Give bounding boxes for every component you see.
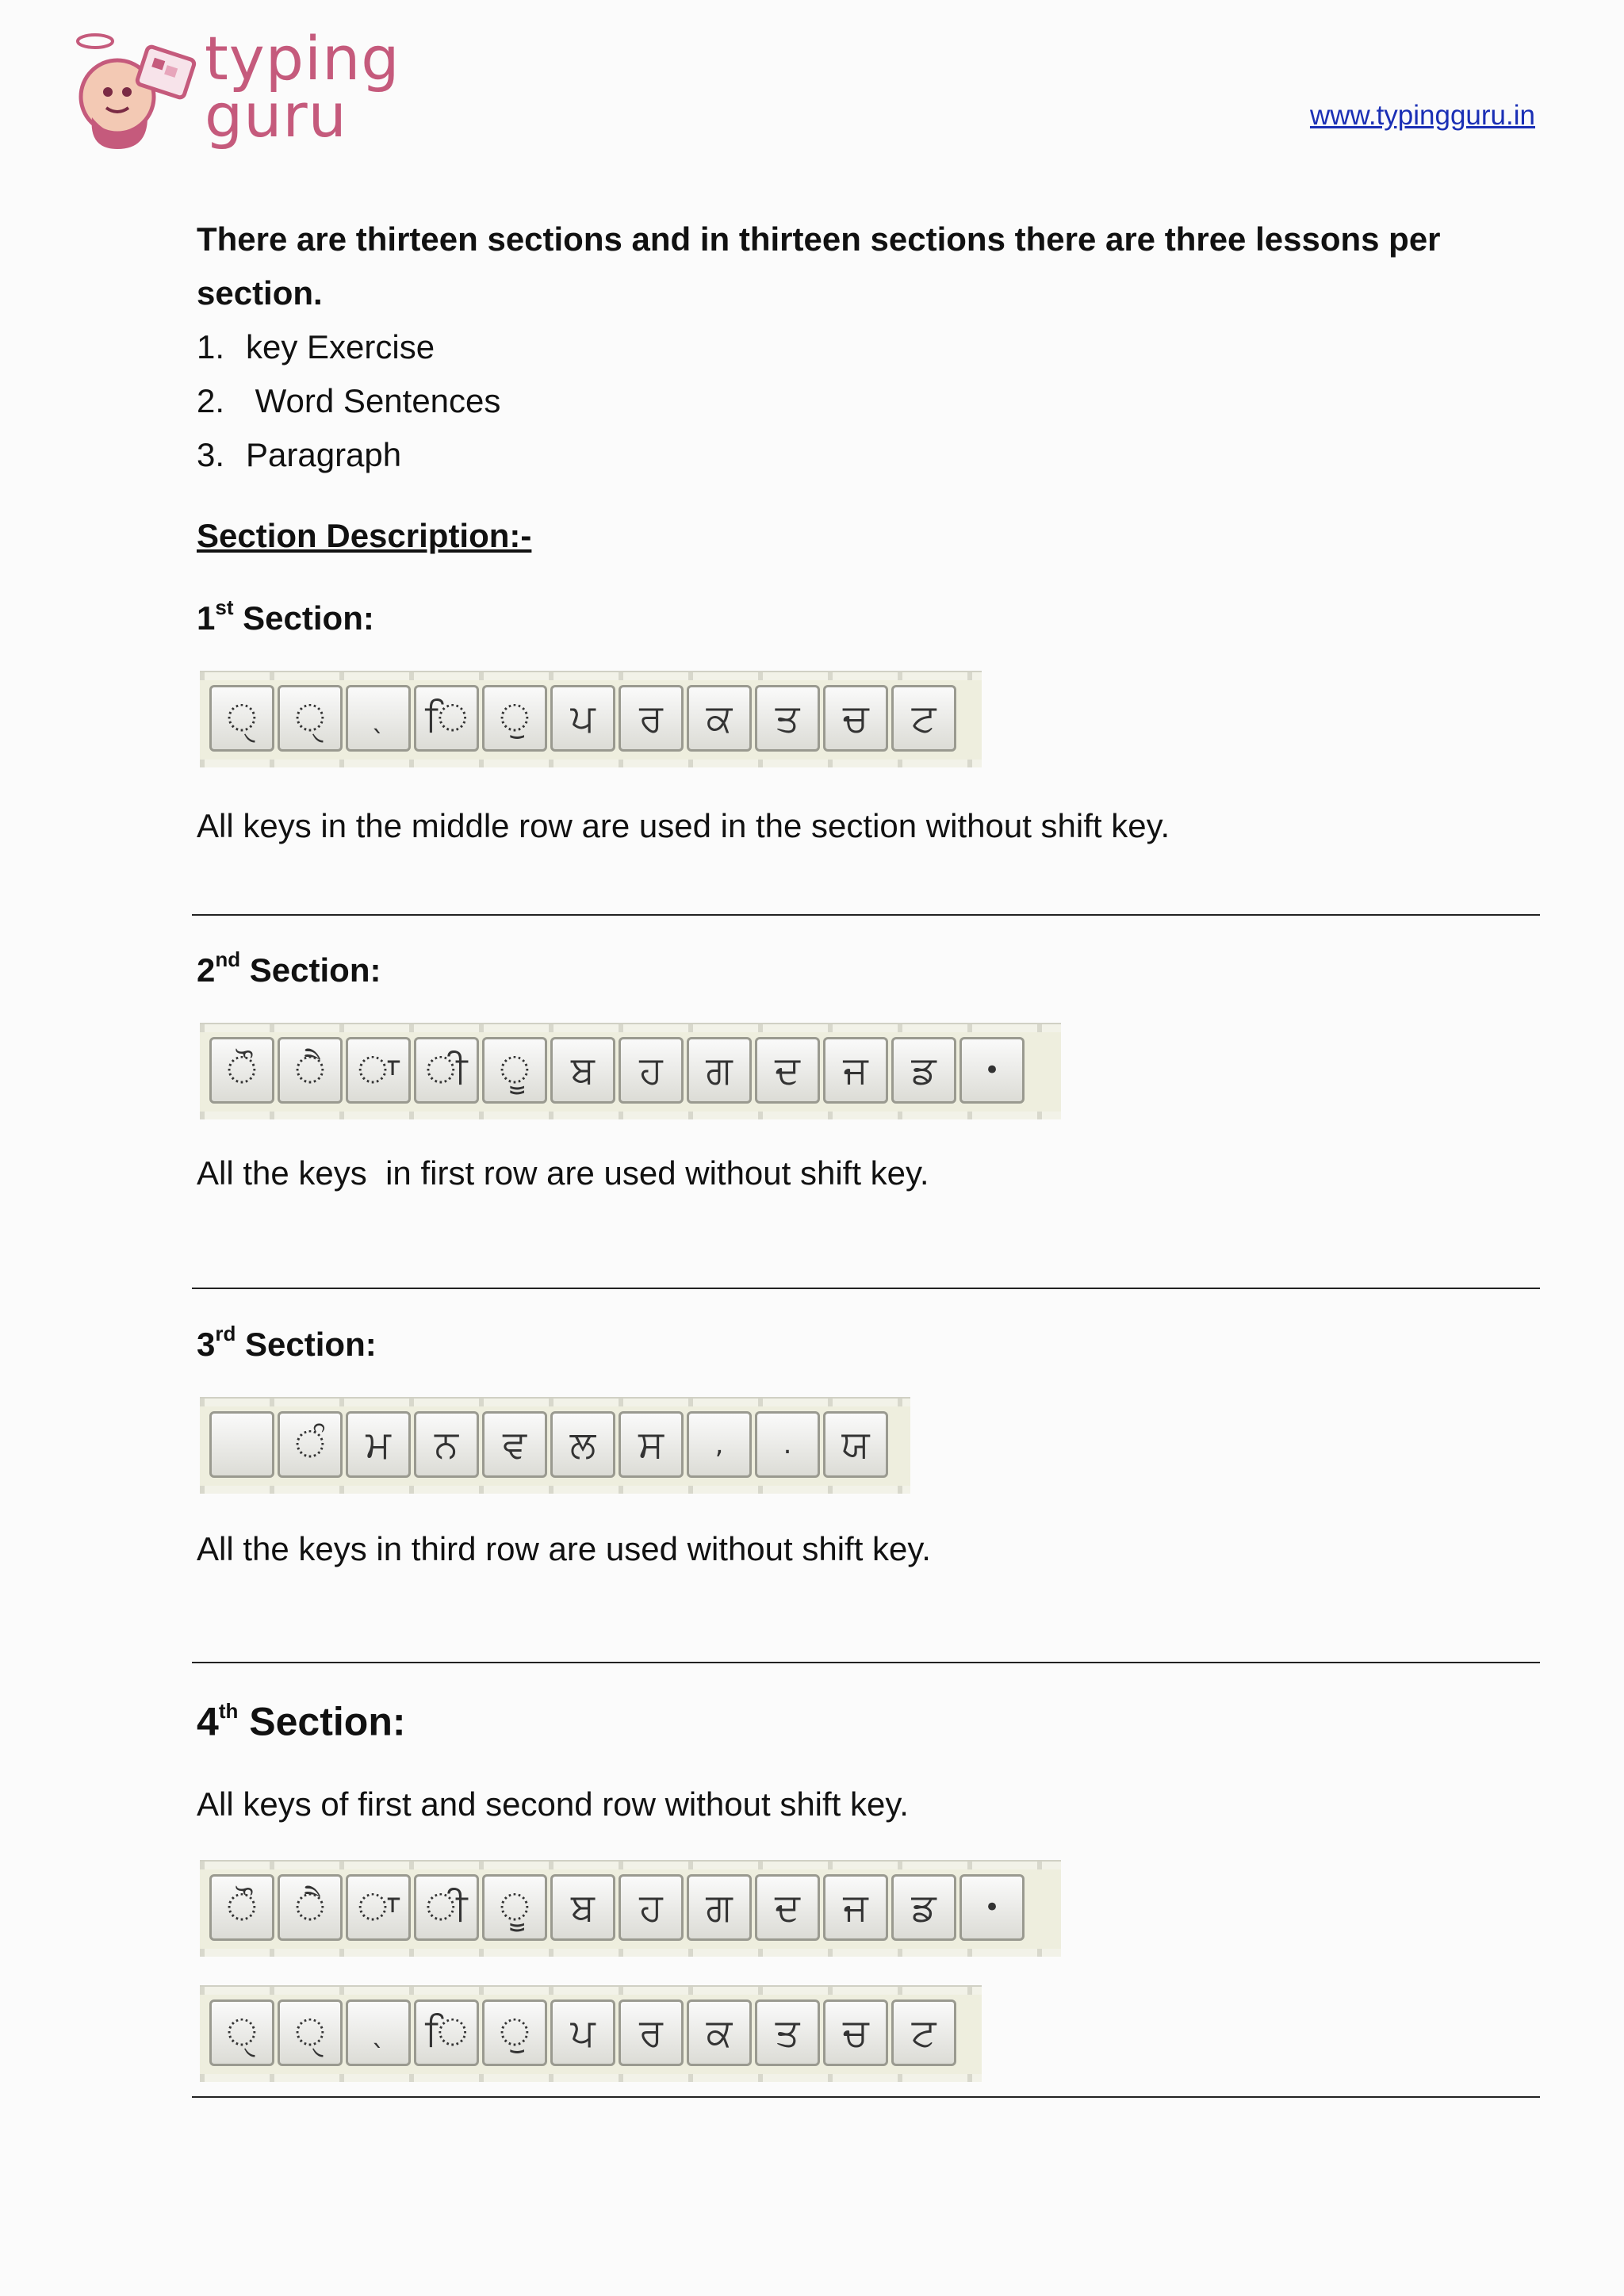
keyboard-key: ਾ — [346, 1037, 411, 1104]
keyboard-key: ੑ — [209, 685, 274, 752]
keyboard-key: ਪ — [550, 1999, 615, 2066]
keyboard-key: ਚ — [823, 685, 888, 752]
list-number: 3. — [197, 436, 225, 473]
keyboard-key: ਗ — [687, 1874, 752, 1941]
keyboard-key: ਿ — [414, 1999, 479, 2066]
middle-row-keys — [209, 1999, 956, 2066]
logo-text-line2: guru — [205, 80, 347, 151]
section-3-text: All the keys in third row are used without shift key. — [197, 1530, 931, 1567]
section-description-heading: Section Description:- — [197, 517, 532, 554]
keyboard-key: ੌ — [209, 1037, 274, 1104]
section-2-text: All the keys in first row are used without shift key. — [197, 1154, 929, 1192]
keyboard-middle-row-repeat — [200, 1985, 982, 2082]
keyboard-key: ਰ — [619, 685, 684, 752]
keyboard-key: ਪ — [550, 685, 615, 752]
keyboard-key: ੌ — [209, 1874, 274, 1941]
section-label: Section: — [243, 599, 374, 637]
keyboard-key: ਵ — [482, 1411, 547, 1478]
section-ordinal-suffix: th — [218, 1699, 239, 1723]
section-ordinal: 3 — [197, 1326, 216, 1363]
section-ordinal-suffix: nd — [215, 947, 241, 971]
divider — [192, 2096, 1540, 2098]
section-4-text: All keys of first and second row without shift key. — [197, 1785, 909, 1823]
keyboard-key: ਡ — [891, 1874, 956, 1941]
first-row-keys — [209, 1037, 1025, 1104]
keyboard-key: , — [687, 1411, 752, 1478]
keyboard-key: ਿ — [414, 685, 479, 752]
keyboard-key: ੑ — [209, 1999, 274, 2066]
keyboard-first-row-repeat — [200, 1860, 1061, 1957]
keyboard-key: ੀ — [414, 1037, 479, 1104]
keyboard-key: ਰ — [619, 1999, 684, 2066]
intro-text: There are thirteen sections and in thirteen sections there are three lessons per section. — [197, 220, 1441, 312]
section-2-title — [197, 939, 381, 994]
keyboard-key: ੰ — [278, 1411, 343, 1478]
keyboard-key: ੂ — [482, 1037, 547, 1104]
keyboard-key: ਕ — [687, 1999, 752, 2066]
keyboard-key: ੈ — [278, 1874, 343, 1941]
keyboard-key: ਕ — [687, 685, 752, 752]
lesson-list — [197, 320, 1545, 482]
section-ordinal: 2 — [197, 951, 216, 989]
keyboard-key: ਤ — [755, 685, 820, 752]
keyboard-key: ˎ — [346, 1999, 411, 2066]
section-label: Section: — [245, 1326, 377, 1363]
keyboard-key: ਤ — [755, 1999, 820, 2066]
keyboard-key: ਬ — [550, 1874, 615, 1941]
section-1-text: All keys in the middle row are used in the section without shift key. — [197, 807, 1170, 844]
keyboard-key: ੁ — [482, 1999, 547, 2066]
keyboard-key: ਗ — [687, 1037, 752, 1104]
keyboard-key: • — [959, 1874, 1025, 1941]
keyboard-key: ੑ — [278, 685, 343, 752]
keyboard-key: . — [755, 1411, 820, 1478]
section-ordinal: 1 — [197, 599, 216, 637]
keyboard-key: ਚ — [823, 1999, 888, 2066]
logo-wordmark — [205, 23, 400, 151]
keyboard-key — [209, 1411, 274, 1478]
keyboard-key: ਬ — [550, 1037, 615, 1104]
section-label: Section: — [249, 951, 381, 989]
guru-mascot-icon — [68, 30, 203, 157]
keyboard-third-row — [200, 1397, 910, 1494]
keyboard-key: ਟ — [891, 1999, 956, 2066]
keyboard-key: ਮ — [346, 1411, 411, 1478]
logo — [68, 23, 401, 157]
keyboard-key: ਸ — [619, 1411, 684, 1478]
keyboard-key: ਡ — [891, 1037, 956, 1104]
section-ordinal-suffix: st — [215, 595, 234, 619]
keyboard-key: ਦ — [755, 1874, 820, 1941]
keyboard-key: ਦ — [755, 1037, 820, 1104]
keyboard-key: ਹ — [619, 1874, 684, 1941]
site-url-link[interactable]: www.typingguru.in — [1309, 100, 1535, 131]
divider — [192, 914, 1540, 916]
keyboard-key: ੁ — [482, 685, 547, 752]
section-3-title — [197, 1313, 377, 1368]
divider — [192, 1288, 1540, 1289]
list-label: key Exercise — [246, 328, 435, 365]
middle-row-keys — [209, 685, 956, 752]
keyboard-key: ਾ — [346, 1874, 411, 1941]
keyboard-key: ਜ — [823, 1037, 888, 1104]
section-ordinal: 4 — [197, 1699, 219, 1744]
keyboard-key: ਯ — [823, 1411, 888, 1478]
section-label: Section: — [249, 1699, 406, 1744]
first-row-keys — [209, 1874, 1025, 1941]
section-ordinal-suffix: rd — [215, 1322, 236, 1345]
list-label: Paragraph — [246, 436, 402, 473]
list-number: 2. — [197, 382, 225, 419]
keyboard-key: ਜ — [823, 1874, 888, 1941]
list-item — [197, 374, 1545, 428]
intro-block — [197, 212, 1545, 563]
keyboard-key: ੀ — [414, 1874, 479, 1941]
keyboard-key: ੈ — [278, 1037, 343, 1104]
keyboard-key: ਟ — [891, 685, 956, 752]
keyboard-key: ˎ — [346, 685, 411, 752]
keyboard-key: • — [959, 1037, 1025, 1104]
logo-text-line1: typing — [205, 23, 400, 94]
third-row-keys — [209, 1411, 888, 1478]
divider — [192, 1662, 1540, 1663]
section-1-title — [197, 587, 374, 642]
keyboard-key: ੂ — [482, 1874, 547, 1941]
list-number: 1. — [197, 328, 225, 365]
keyboard-key: ਨ — [414, 1411, 479, 1478]
list-item — [197, 428, 1545, 482]
keyboard-key: ਲ — [550, 1411, 615, 1478]
list-item — [197, 320, 1545, 374]
keyboard-first-row — [200, 1023, 1061, 1119]
list-label: Word Sentences — [246, 382, 501, 419]
keyboard-key: ੑ — [278, 1999, 343, 2066]
section-4-title — [197, 1690, 406, 1746]
keyboard-key: ਹ — [619, 1037, 684, 1104]
keyboard-middle-row — [200, 671, 982, 767]
